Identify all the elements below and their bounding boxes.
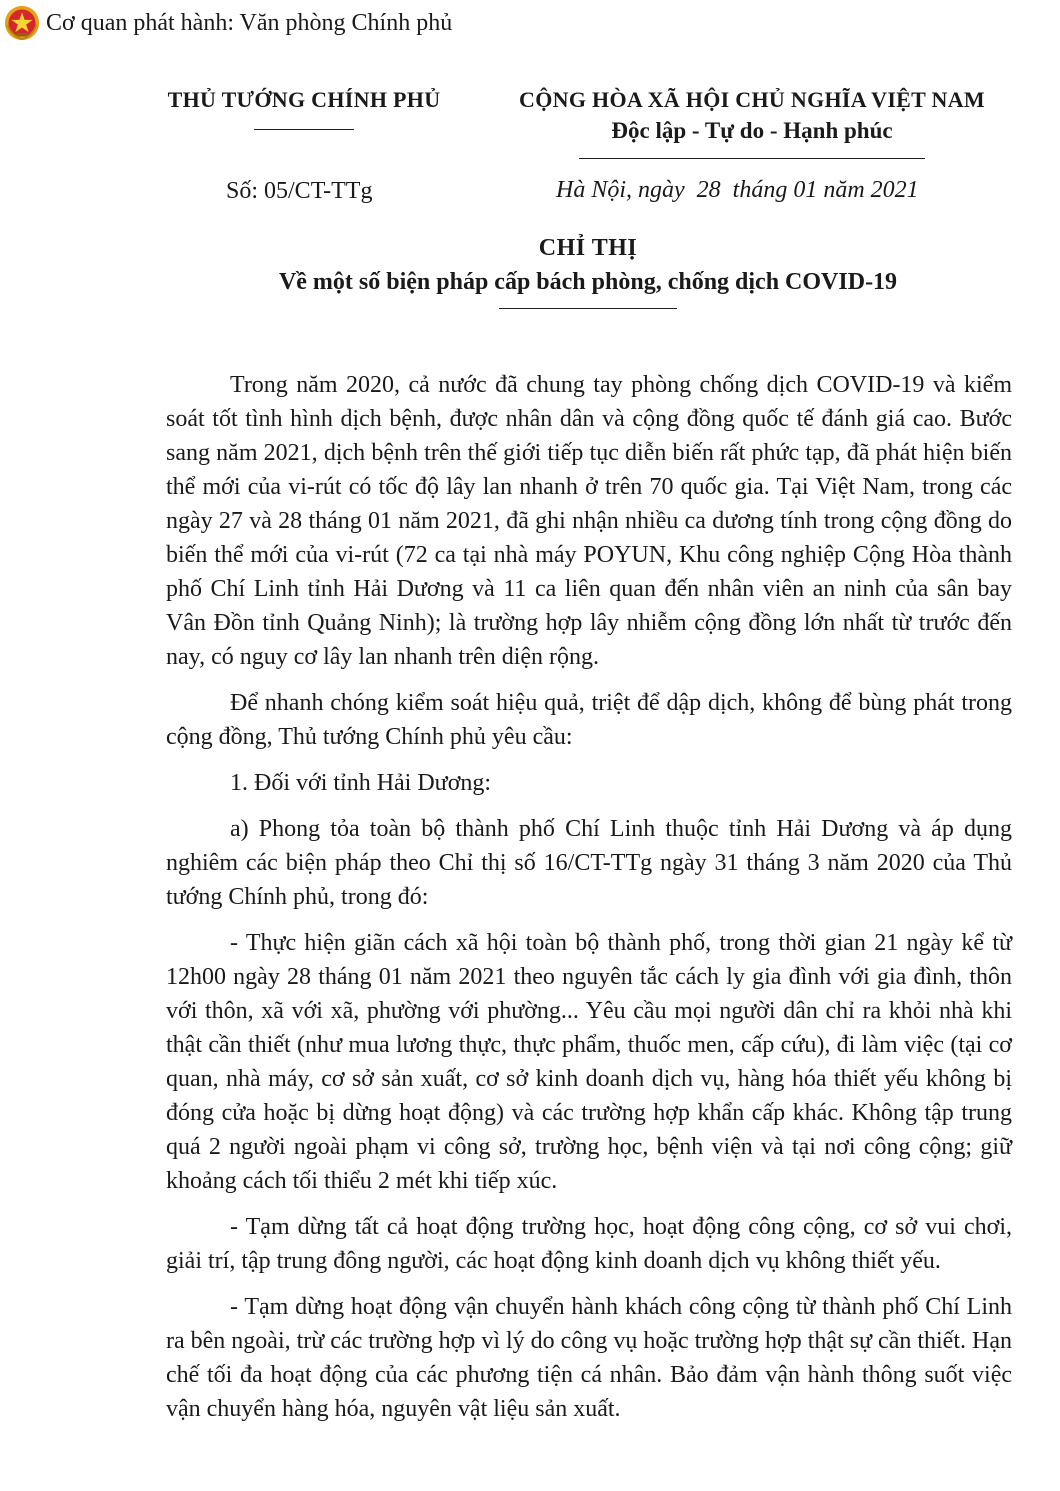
- paragraph: Trong năm 2020, cả nước đã chung tay phòng chống dịch COVID-19 và kiểm soát tốt tình hình dịch bệnh, được nhân dân và cộng đồng quốc tế đánh giá cao. Bước sang năm 2021, dịch bệnh trên thế giới tiếp tục diễn biến rất phức tạp, đã phát hiện biến thể mới của vi-rút có tốc độ lây lan nhanh ở trên 70 quốc gia. Tại Việt Nam, trong các ngày 27 và 28 tháng 01 năm 2021, đã ghi nhận nhiều ca dương tính trong cộng đồng do biến thể mới của vi-rút (72 ca tại nhà máy POYUN, Khu công nghiệp Cộng Hòa thành phố Chí Linh tỉnh Hải Dương và 11 ca liên quan đến nhân viên an ninh của sân bay Vân Đồn tỉnh Quảng Ninh); là trường hợp lây nhiễm cộng đồng lớn nhất từ trước đến nay, có nguy cơ lây lan nhanh trên diện rộng.: [166, 372, 1012, 670]
- paragraph: - Thực hiện giãn cách xã hội toàn bộ thành phố, trong thời gian 21 ngày kể từ 12h00 ngày 28 tháng 01 năm 2021 theo nguyên tắc cách ly gia đình với gia đình, thôn với thôn, xã với xã, phường với phường... Yêu cầu mọi người dân chỉ ra khỏi nhà khi thật cần thiết (như mua lương thực, thực phẩm, thuốc men, cấp cứu), đi làm việc (tại cơ quan, nhà máy, cơ sở sản xuất, cơ sở kinh doanh dịch vụ, hàng hóa thiết yếu không bị đóng cửa hoặc bị dừng hoạt động) và các trường hợp khẩn cấp khác. Không tập trung quá 2 người ngoài phạm vi công sở, trường học, bệnh viện và tại nơi công cộng; giữ khoảng cách tối thiểu 2 mét khi tiếp xúc.: [166, 930, 1012, 1194]
- paragraph: Để nhanh chóng kiểm soát hiệu quả, triệt để dập dịch, không để bùng phát trong cộng đồng, Thủ tướng Chính phủ yêu cầu:: [166, 690, 1012, 750]
- agency-underline: [254, 129, 354, 130]
- issuing-agency-block: [150, 86, 458, 130]
- issuing-agency: THỦ TƯỚNG CHÍNH PHỦ: [167, 87, 441, 112]
- issuer-bar: [0, 0, 1060, 46]
- document-body: [166, 368, 1012, 1426]
- national-name: CỘNG HÒA XÃ HỘI CHỦ NGHĨA VIỆT NAM: [519, 87, 985, 112]
- document-place-date: Hà Nội, ngày 28 tháng 01 năm 2021: [556, 177, 919, 203]
- document-number: Số: 05/CT-TTg: [226, 178, 373, 204]
- issuer-label: Cơ quan phát hành: Văn phòng Chính phủ: [46, 10, 453, 36]
- title-underline: [499, 308, 677, 309]
- national-heading-block: [478, 86, 1026, 159]
- motto-underline: [579, 158, 925, 159]
- paragraph: a) Phong tỏa toàn bộ thành phố Chí Linh thuộc tỉnh Hải Dương và áp dụng nghiêm các biện pháp theo Chỉ thị số 16/CT-TTg ngày 31 tháng 3 năm 2020 của Thủ tướng Chính phủ, trong đó:: [166, 816, 1012, 910]
- national-motto: Độc lập - Tự do - Hạnh phúc: [611, 118, 893, 143]
- section-heading: 1. Đối với tỉnh Hải Dương:: [230, 770, 492, 796]
- paragraph: - Tạm dừng tất cả hoạt động trường học, hoạt động công cộng, cơ sở vui chơi, giải trí, tập trung đông người, các hoạt động kinh doanh dịch vụ không thiết yếu.: [166, 1214, 1012, 1274]
- document-type: CHỈ THỊ: [538, 235, 638, 261]
- document-title-block: [166, 232, 1010, 309]
- document-subject: Về một số biện pháp cấp bách phòng, chống dịch COVID-19: [278, 269, 898, 295]
- vietnam-national-emblem-icon: [4, 5, 40, 41]
- paragraph: - Tạm dừng hoạt động vận chuyển hành khách công cộng từ thành phố Chí Linh ra bên ngoài, trừ các trường hợp vì lý do công vụ hoặc trường hợp thật sự cần thiết. Hạn chế tối đa hoạt động của các phương tiện cá nhân. Bảo đảm vận hành thông suốt việc vận chuyển hàng hóa, nguyên vật liệu sản xuất.: [166, 1294, 1012, 1422]
